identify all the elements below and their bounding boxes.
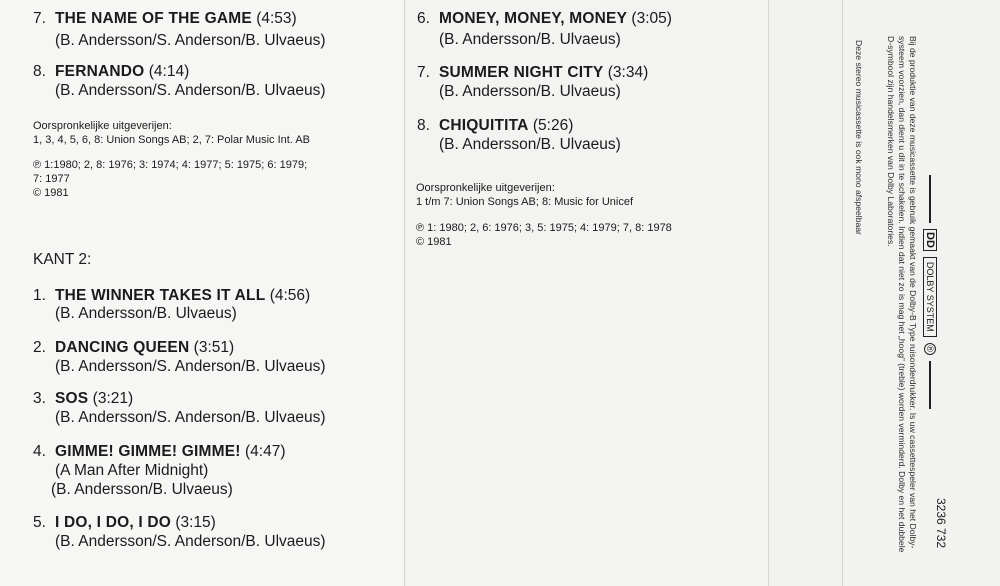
track-title: FERNANDO bbox=[55, 63, 145, 80]
track-number: 5. bbox=[33, 514, 46, 531]
spine-text: Deze stereo musicassette is ook mono afspeelbaar bbox=[854, 40, 864, 235]
registered-mark: ® bbox=[924, 343, 936, 355]
track-subtitle: (A Man After Midnight) bbox=[55, 462, 209, 479]
track-title-row bbox=[417, 117, 573, 135]
track-duration: (3:34) bbox=[607, 64, 649, 81]
track-title: DANCING QUEEN bbox=[55, 339, 190, 356]
divider-rule bbox=[929, 175, 931, 223]
track-credit: (B. Andersson/B. Ulvaeus) bbox=[439, 31, 621, 48]
right-panel bbox=[842, 0, 1000, 586]
dolby-notice-line: D-symbool zijn handelsmerken van Dolby Laboratories. bbox=[886, 36, 896, 247]
track-duration: (4:53) bbox=[256, 10, 297, 27]
track-title-row bbox=[417, 64, 648, 82]
track-duration: (4:47) bbox=[244, 443, 286, 460]
phonogram-line: 7: 1977 bbox=[33, 173, 70, 185]
copyright-line: © 1981 bbox=[416, 236, 452, 248]
track-duration: (3:05) bbox=[631, 10, 672, 27]
dolby-system-label: DOLBY SYSTEM bbox=[923, 257, 937, 337]
track-title-row bbox=[33, 339, 234, 357]
track-title: SUMMER NIGHT CITY bbox=[439, 64, 604, 81]
track-title: I DO, I DO, I DO bbox=[55, 514, 172, 531]
publishers-line: 1 t/m 7: Union Songs AB; 8: Music for Unicef bbox=[416, 196, 634, 208]
track-number: 7. bbox=[417, 64, 430, 81]
track-number: 8. bbox=[417, 117, 430, 134]
track-number: 1. bbox=[33, 287, 46, 304]
track-credit: (B. Andersson/B. Ulvaeus) bbox=[51, 481, 233, 498]
track-title-row bbox=[33, 10, 297, 28]
spine-panel bbox=[768, 0, 842, 586]
track-number: 6. bbox=[417, 10, 430, 27]
track-title-row bbox=[33, 287, 310, 305]
track-number: 4. bbox=[33, 443, 46, 460]
fold-line bbox=[768, 0, 769, 586]
fold-line bbox=[842, 0, 843, 586]
dolby-logo-strip bbox=[923, 175, 942, 409]
track-title-row bbox=[33, 63, 189, 81]
track-title: GIMME! GIMME! GIMME! bbox=[55, 443, 241, 460]
track-duration: (4:56) bbox=[269, 287, 311, 304]
track-title-row bbox=[33, 390, 133, 408]
track-credit: (B. Andersson/S. Anderson/B. Ulvaeus) bbox=[55, 358, 326, 375]
track-duration: (5:26) bbox=[532, 117, 574, 134]
track-duration: (3:51) bbox=[193, 339, 235, 356]
track-title-row bbox=[33, 443, 285, 461]
track-credit: (B. Andersson/B. Ulvaeus) bbox=[439, 136, 621, 153]
track-duration: (3:15) bbox=[175, 514, 216, 531]
track-credit: (B. Andersson/S. Anderson/B. Ulvaeus) bbox=[55, 82, 326, 99]
phonogram-line: ℗ 1:1980; 2, 8: 1976; 3: 1974; 4: 1977; 5: 1975; 6: 1979; bbox=[33, 159, 308, 171]
dolby-notice-line: systeem voorzien, dan dient u dit in te schakelen. Indien dat niet zo is mag het „hoog” (treble) worden verminderd. Dolby en het dubbele bbox=[897, 36, 907, 553]
track-credit: (B. Andersson/B. Ulvaeus) bbox=[439, 83, 621, 100]
track-title-row bbox=[417, 10, 672, 28]
side-heading: KANT 2: bbox=[33, 251, 92, 268]
track-number: 7. bbox=[33, 10, 46, 27]
track-title: THE WINNER TAKES IT ALL bbox=[55, 287, 266, 304]
copyright-line: © 1981 bbox=[33, 187, 69, 199]
dolby-double-d-icon: DD bbox=[923, 229, 937, 251]
publishers-line: 1, 3, 4, 5, 6, 8: Union Songs AB; 2, 7: Polar Music Int. AB bbox=[33, 134, 310, 146]
divider-rule bbox=[929, 361, 931, 409]
track-title: THE NAME OF THE GAME bbox=[55, 10, 252, 27]
publishers-heading: Oorspronkelijke uitgeverijen: bbox=[416, 182, 555, 194]
dolby-notice-line: Bij de produktie van deze musicassette is gebruik gemaakt van de Dolby-B Type ruisonderdrukker. Is uw cassettespeler van het Dolby- bbox=[908, 36, 918, 549]
track-title: MONEY, MONEY, MONEY bbox=[439, 10, 628, 27]
fold-line bbox=[404, 0, 405, 586]
track-credit: (B. Andersson/B. Ulvaeus) bbox=[55, 305, 237, 322]
publishers-heading: Oorspronkelijke uitgeverijen: bbox=[33, 120, 172, 132]
track-title: SOS bbox=[55, 390, 89, 407]
track-title: CHIQUITITA bbox=[439, 117, 529, 134]
track-title-row bbox=[33, 514, 216, 532]
track-number: 8. bbox=[33, 63, 46, 80]
catalog-number: 3236 732 bbox=[934, 498, 948, 549]
track-number: 2. bbox=[33, 339, 46, 356]
track-credit: (B. Andersson/S. Anderson/B. Ulvaeus) bbox=[55, 409, 326, 426]
track-number: 3. bbox=[33, 390, 46, 407]
dolby-notice bbox=[885, 36, 918, 552]
track-credit: (B. Andersson/S. Anderson/B. Ulvaeus) bbox=[55, 533, 326, 550]
phonogram-line: ℗ 1: 1980; 2, 6: 1976; 3, 5: 1975; 4: 1979; 7, 8: 1978 bbox=[416, 222, 672, 234]
track-duration: (4:14) bbox=[148, 63, 190, 80]
track-duration: (3:21) bbox=[92, 390, 134, 407]
track-credit: (B. Andersson/S. Anderson/B. Ulvaeus) bbox=[55, 32, 326, 49]
